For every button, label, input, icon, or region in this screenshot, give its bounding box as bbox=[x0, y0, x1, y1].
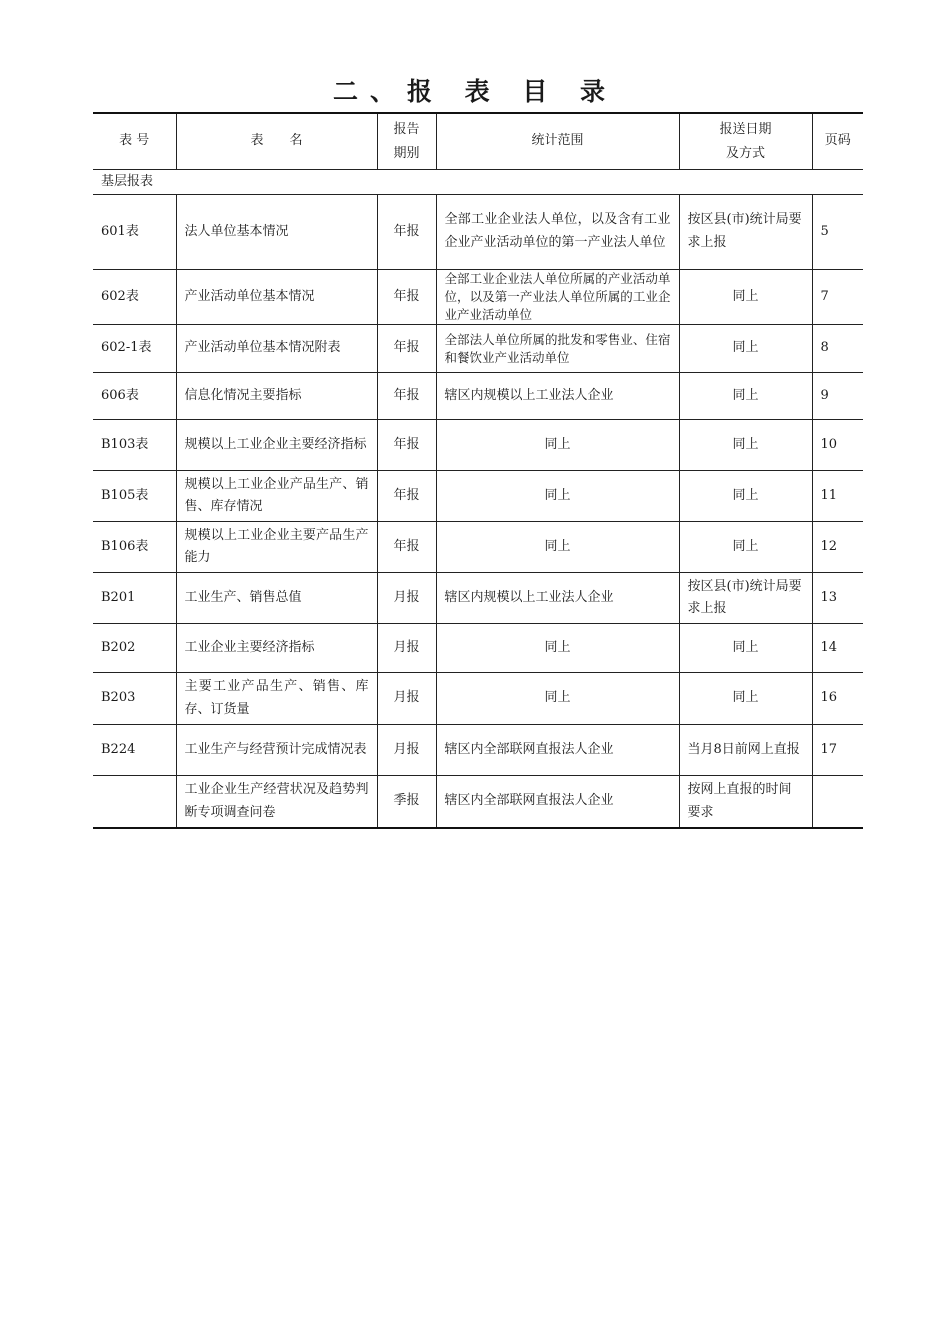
cell-scope: 同上 bbox=[436, 471, 679, 522]
cell-code: B203 bbox=[93, 673, 176, 725]
table-row bbox=[93, 573, 863, 624]
cell-code: 606表 bbox=[93, 373, 176, 420]
section-row bbox=[93, 170, 863, 195]
cell-scope: 辖区内全部联网直报法人企业 bbox=[436, 725, 679, 776]
cell-delivery: 同上 bbox=[679, 522, 812, 573]
cell-period: 季报 bbox=[377, 776, 436, 828]
table-row bbox=[93, 420, 863, 471]
cell-scope: 全部工业企业法人单位，以及含有工业企业产业活动单位的第一产业法人单位 bbox=[436, 195, 679, 270]
cell-delivery: 按网上直报的时间要求 bbox=[679, 776, 812, 828]
cell-scope: 同上 bbox=[436, 673, 679, 725]
cell-code: B224 bbox=[93, 725, 176, 776]
cell-name: 工业企业生产经营状况及趋势判断专项调查问卷 bbox=[176, 776, 377, 828]
table-row bbox=[93, 522, 863, 573]
cell-delivery: 同上 bbox=[679, 325, 812, 373]
cell-code: B202 bbox=[93, 624, 176, 673]
cell-scope: 全部工业企业法人单位所属的产业活动单位，以及第一产业法人单位所属的工业企业产业活动单位 bbox=[436, 270, 679, 325]
cell-page bbox=[812, 776, 863, 828]
cell-period: 年报 bbox=[377, 325, 436, 373]
section-label: 基层报表 bbox=[93, 170, 863, 195]
cell-name: 法人单位基本情况 bbox=[176, 195, 377, 270]
cell-scope: 辖区内规模以上工业法人企业 bbox=[436, 373, 679, 420]
cell-scope: 辖区内规模以上工业法人企业 bbox=[436, 573, 679, 624]
cell-name: 工业企业主要经济指标 bbox=[176, 624, 377, 673]
cell-period: 年报 bbox=[377, 471, 436, 522]
cell-name: 规模以上工业企业主要产品生产能力 bbox=[176, 522, 377, 573]
cell-period: 年报 bbox=[377, 522, 436, 573]
cell-period: 年报 bbox=[377, 420, 436, 471]
cell-page: 5 bbox=[812, 195, 863, 270]
cell-page: 10 bbox=[812, 420, 863, 471]
cell-period: 年报 bbox=[377, 195, 436, 270]
cell-delivery: 同上 bbox=[679, 270, 812, 325]
cell-name: 产业活动单位基本情况 bbox=[176, 270, 377, 325]
cell-scope: 同上 bbox=[436, 420, 679, 471]
cell-code: B103表 bbox=[93, 420, 176, 471]
cell-period: 月报 bbox=[377, 624, 436, 673]
header-period bbox=[377, 113, 436, 170]
cell-page: 16 bbox=[812, 673, 863, 725]
cell-delivery: 按区县(市)统计局要求上报 bbox=[679, 573, 812, 624]
cell-scope: 同上 bbox=[436, 522, 679, 573]
cell-page: 14 bbox=[812, 624, 863, 673]
page-title: 二、报 表 目 录 bbox=[332, 77, 618, 106]
cell-code bbox=[93, 776, 176, 828]
header-code: 表 号 bbox=[93, 113, 176, 170]
table-row bbox=[93, 471, 863, 522]
cell-delivery: 同上 bbox=[679, 420, 812, 471]
cell-page: 17 bbox=[812, 725, 863, 776]
cell-delivery: 同上 bbox=[679, 673, 812, 725]
cell-name: 工业生产与经营预计完成情况表 bbox=[176, 725, 377, 776]
table-header-row bbox=[93, 113, 863, 170]
table-row bbox=[93, 624, 863, 673]
cell-code: B105表 bbox=[93, 471, 176, 522]
cell-delivery: 同上 bbox=[679, 373, 812, 420]
cell-name: 主要工业产品生产、销售、库存、订货量 bbox=[176, 673, 377, 725]
cell-page: 9 bbox=[812, 373, 863, 420]
cell-name: 工业生产、销售总值 bbox=[176, 573, 377, 624]
header-delivery-text: 报送日期及方式 bbox=[719, 122, 772, 161]
cell-period: 年报 bbox=[377, 373, 436, 420]
cell-period: 月报 bbox=[377, 573, 436, 624]
cell-code: B201 bbox=[93, 573, 176, 624]
cell-scope: 全部法人单位所属的批发和零售业、住宿和餐饮业产业活动单位 bbox=[436, 325, 679, 373]
table-row bbox=[93, 325, 863, 373]
table-row bbox=[93, 673, 863, 725]
cell-name: 规模以上工业企业主要经济指标 bbox=[176, 420, 377, 471]
table-row bbox=[93, 195, 863, 270]
cell-period: 年报 bbox=[377, 270, 436, 325]
cell-name: 规模以上工业企业产品生产、销售、库存情况 bbox=[176, 471, 377, 522]
table-row bbox=[93, 725, 863, 776]
cell-scope: 辖区内全部联网直报法人企业 bbox=[436, 776, 679, 828]
header-name: 表 名 bbox=[176, 113, 377, 170]
table-row bbox=[93, 776, 863, 828]
cell-code: 602表 bbox=[93, 270, 176, 325]
header-page: 页码 bbox=[812, 113, 863, 170]
cell-name: 产业活动单位基本情况附表 bbox=[176, 325, 377, 373]
cell-page: 11 bbox=[812, 471, 863, 522]
cell-code: B106表 bbox=[93, 522, 176, 573]
cell-name: 信息化情况主要指标 bbox=[176, 373, 377, 420]
cell-page: 8 bbox=[812, 325, 863, 373]
cell-page: 13 bbox=[812, 573, 863, 624]
cell-delivery: 同上 bbox=[679, 471, 812, 522]
cell-code: 601表 bbox=[93, 195, 176, 270]
cell-delivery: 同上 bbox=[679, 624, 812, 673]
table-row bbox=[93, 373, 863, 420]
header-scope: 统计范围 bbox=[436, 113, 679, 170]
cell-delivery: 按区县(市)统计局要求上报 bbox=[679, 195, 812, 270]
header-period-text: 报告期别 bbox=[393, 122, 420, 161]
cell-delivery: 当月8日前网上直报 bbox=[679, 725, 812, 776]
cell-period: 月报 bbox=[377, 725, 436, 776]
header-delivery bbox=[679, 113, 812, 170]
cell-period: 月报 bbox=[377, 673, 436, 725]
cell-page: 12 bbox=[812, 522, 863, 573]
table-row bbox=[93, 270, 863, 325]
report-catalog-table bbox=[93, 112, 863, 829]
cell-code: 602-1表 bbox=[93, 325, 176, 373]
cell-scope: 同上 bbox=[436, 624, 679, 673]
cell-page: 7 bbox=[812, 270, 863, 325]
